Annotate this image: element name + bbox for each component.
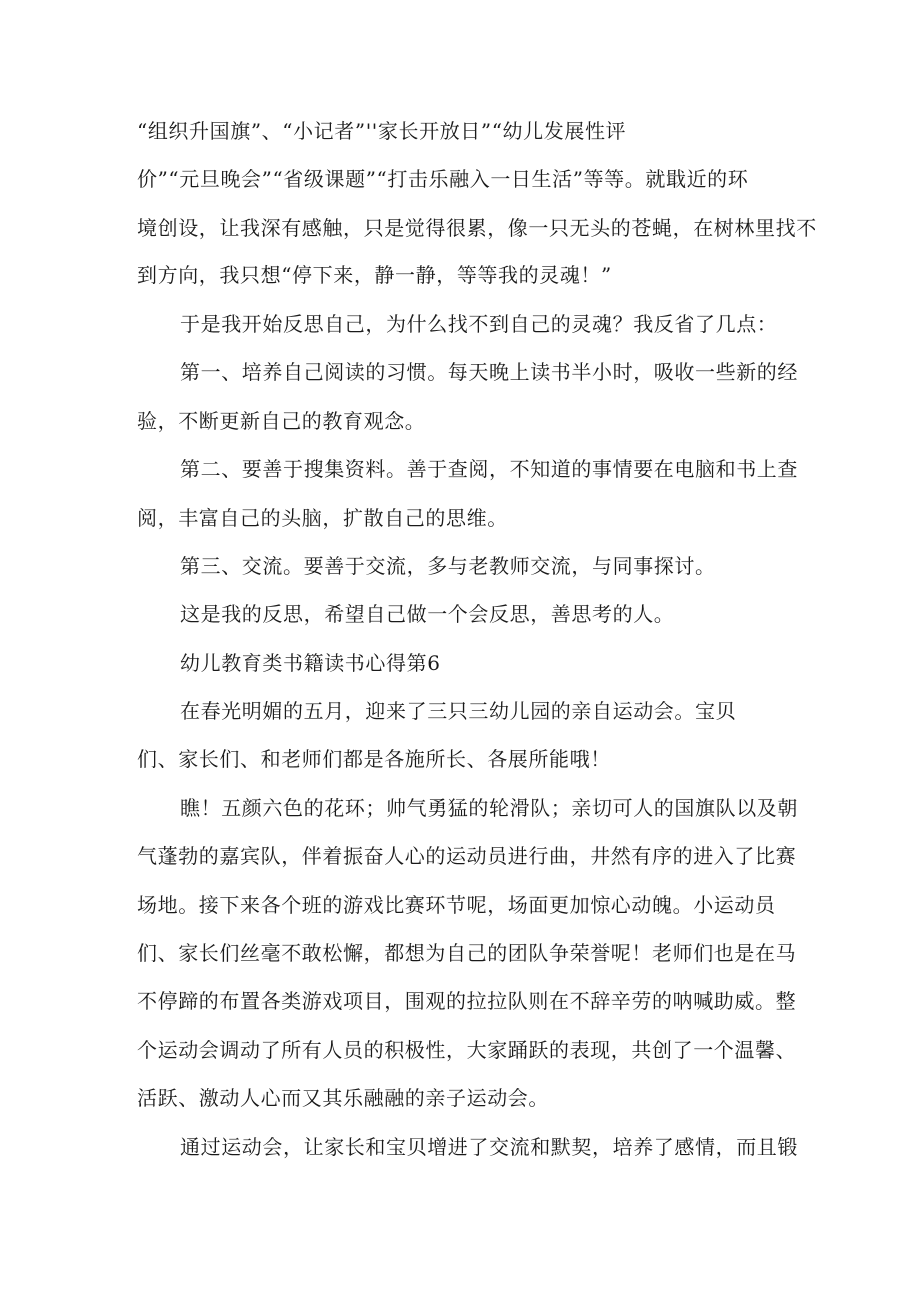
text-line: 通过运动会，让家长和宝贝增进了交流和默契，培养了感情，而且锻	[180, 1135, 798, 1159]
text-line: 在春光明媚的五月，迎来了三只三幼儿园的亲自运动会。宝贝	[180, 699, 737, 723]
text-line: 第三、交流。要善于交流，多与老教师交流，与同事探讨。	[180, 554, 716, 578]
text-line: 第一、培养自己阅读的习惯。每天晚上读书半小时，吸收一些新的经	[180, 360, 798, 384]
text-line: 这是我的反思，希望自己做一个会反思，善思考的人。	[180, 602, 675, 626]
text-line: 个运动会调动了所有人员的积极性，大家踊跃的表现，共创了一个温馨、	[137, 1038, 797, 1062]
text-line: 场地。接下来各个班的游戏比赛环节呢，场面更加惊心动魄。小运动员	[137, 893, 776, 917]
text-line: 们、家长们、和老师们都是各施所长、各展所能哦！	[137, 747, 611, 771]
text-line: 阅，丰富自己的头脑，扩散自己的思维。	[137, 506, 508, 530]
text-line: “组织升国旗”、“小记者”''家长开放日”“幼儿发展性评	[137, 119, 627, 143]
text-line: 瞧！五颜六色的花环；帅气勇猛的轮滑队；亲切可人的国旗队以及朝	[180, 796, 798, 820]
text-line: 们、家长们丝毫不敢松懈，都想为自己的团队争荣誉呢！老师们也是在马	[137, 941, 797, 965]
text-line: 不停蹄的布置各类游戏项目，围观的拉拉队则在不辞辛劳的呐喊助威。整	[137, 989, 797, 1013]
text-line: 于是我开始反思自己，为什么找不到自己的灵魂？我反省了几点：	[180, 312, 778, 336]
text-line: 境创设，让我深有感触，只是觉得很累，像一只无头的苍蝇，在树林里找不	[137, 216, 817, 240]
text-line: 验，不断更新自己的教育观念。	[137, 409, 426, 433]
text-line: 价”“元旦晚会”“省级课题”“打击乐融入一日生活”等等。就戢近的环	[137, 167, 749, 191]
text-line: 气蓬勃的嘉宾队，伴着振奋人心的运动员进行曲，井然有序的进入了比赛	[137, 844, 797, 868]
text-line: 到方向，我只想“停下来，静一静，等等我的灵魂！”	[137, 263, 612, 287]
text-line: 活跃、激动人心而又其乐融融的亲子运动会。	[137, 1086, 549, 1110]
text-line: 第二、要善于搜集资料。善于查阅，不知道的事情要在电脑和书上查	[180, 457, 798, 481]
section-heading: 幼儿教育类书籍读书心得第6	[180, 651, 441, 675]
